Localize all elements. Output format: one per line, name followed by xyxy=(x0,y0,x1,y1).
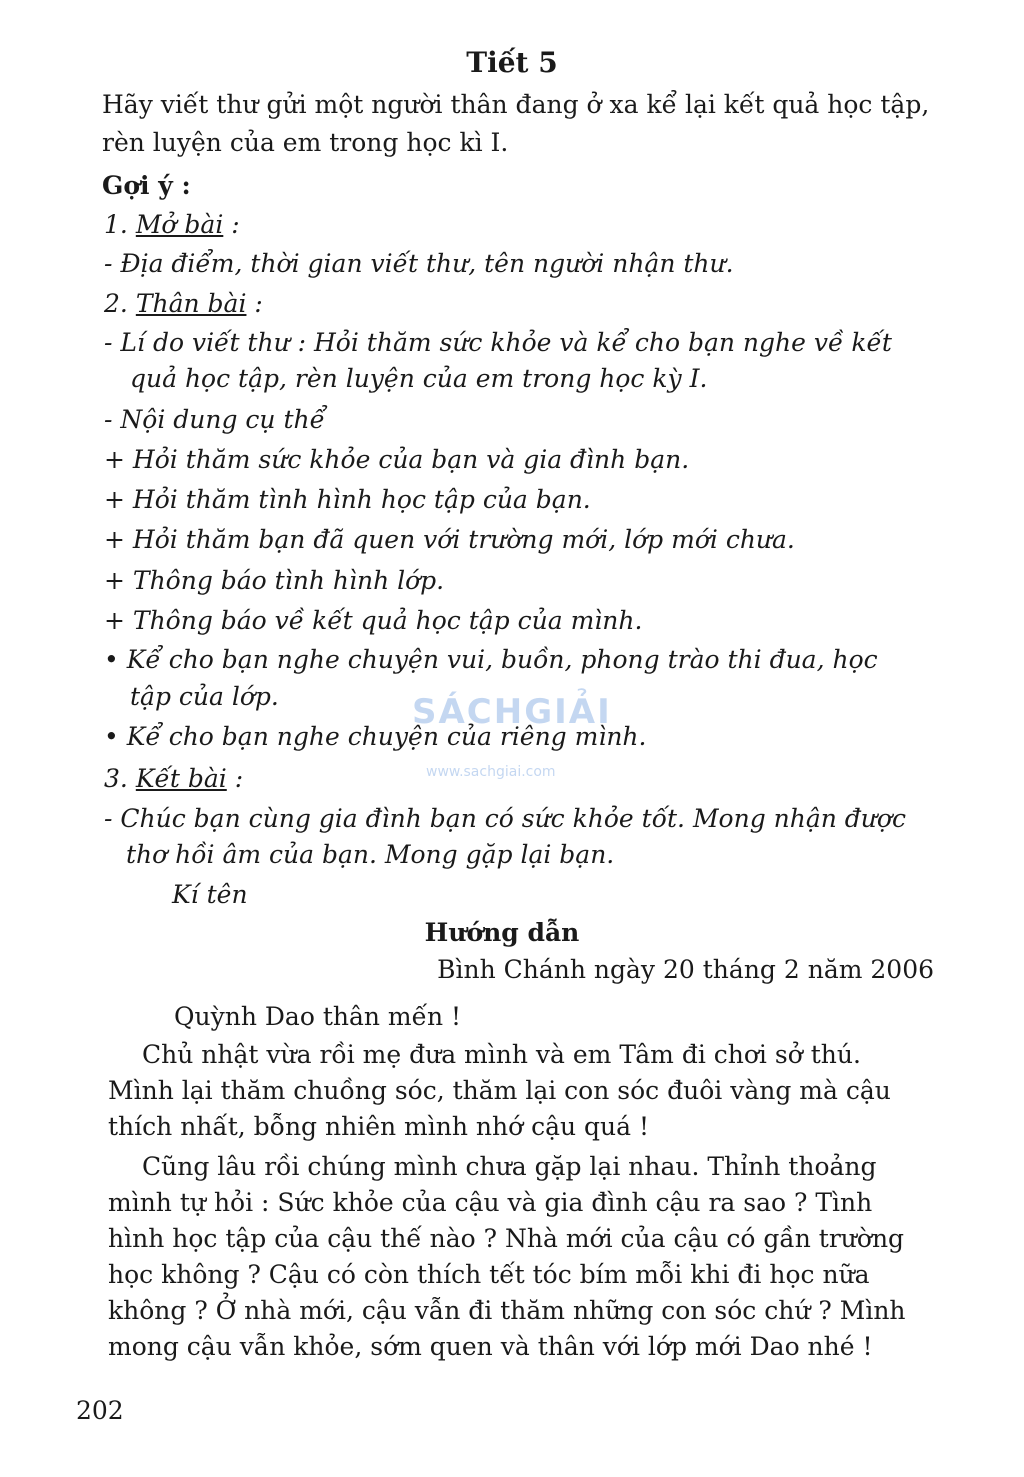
lesson-title: Tiết 5 xyxy=(466,46,558,79)
content-item-2: + Hỏi thăm tình hình học tập của bạn. xyxy=(104,485,591,514)
body-heading xyxy=(104,289,263,319)
content-item-4: + Thông báo tình hình lớp. xyxy=(104,566,445,595)
letter-p2-line-5: không ? Ở nhà mới, cậu vẫn đi thăm những con sóc chứ ? Mình xyxy=(108,1296,906,1325)
content-item-3: + Hỏi thăm bạn đã quen với trường mới, lớp mới chưa. xyxy=(104,525,795,554)
prompt-line-2: rèn luyện của em trong học kì I. xyxy=(102,128,509,157)
opening-item: - Địa điểm, thời gian viết thư, tên người nhận thư. xyxy=(104,249,734,278)
opening-heading xyxy=(104,210,240,240)
content-item-6-line-1: • Kể cho bạn nghe chuyện vui, buồn, phong trào thi đua, học xyxy=(104,645,878,674)
opening-colon: : xyxy=(223,210,240,239)
closing-number: 3. xyxy=(104,764,136,793)
content-item-1: + Hỏi thăm sức khỏe của bạn và gia đình bạn. xyxy=(104,445,690,474)
watermark-logo: SÁCHGIẢI xyxy=(412,692,612,732)
closing-label: Kết bài xyxy=(135,764,227,793)
opening-number: 1. xyxy=(104,210,136,239)
hint-label: Gợi ý : xyxy=(102,171,191,200)
page-number: 202 xyxy=(76,1396,124,1425)
content-item-7: • Kể cho bạn nghe chuyện của riêng mình. xyxy=(104,722,647,751)
reason-line-1: - Lí do viết thư : Hỏi thăm sức khỏe và kể cho bạn nghe về kết xyxy=(104,328,892,357)
prompt-line-1: Hãy viết thư gửi một người thân đang ở xa kể lại kết quả học tập, xyxy=(102,90,930,119)
letter-p2-line-1: Cũng lâu rồi chúng mình chưa gặp lại nhau. Thỉnh thoảng xyxy=(142,1152,877,1181)
content-item-6-line-2: tập của lớp. xyxy=(130,682,279,711)
closing-colon: : xyxy=(226,764,244,793)
letter-p1-line-2: Mình lại thăm chuồng sóc, thăm lại con sóc đuôi vàng mà cậu xyxy=(108,1076,891,1105)
letter-date: Bình Chánh ngày 20 tháng 2 năm 2006 xyxy=(437,955,934,984)
opening-label: Mở bài xyxy=(135,210,224,239)
closing-line-1: - Chúc bạn cùng gia đình bạn có sức khỏe tốt. Mong nhận được xyxy=(104,804,906,833)
closing-heading xyxy=(104,764,243,794)
body-label: Thân bài xyxy=(135,289,247,318)
reason-line-2: quả học tập, rèn luyện của em trong học kỳ I. xyxy=(130,364,708,393)
closing-line-2: thơ hồi âm của bạn. Mong gặp lại bạn. xyxy=(126,840,615,869)
content-item-5: + Thông báo về kết quả học tập của mình. xyxy=(104,606,643,635)
content-label: - Nội dung cụ thể xyxy=(104,405,325,434)
watermark-url: www.sachgiai.com xyxy=(426,764,556,780)
letter-p2-line-2: mình tự hỏi : Sức khỏe của cậu và gia đình cậu ra sao ? Tình xyxy=(108,1188,873,1217)
letter-p1-line-3: thích nhất, bỗng nhiên mình nhớ cậu quá ! xyxy=(108,1112,650,1141)
signature: Kí tên xyxy=(172,880,248,909)
letter-p2-line-4: học không ? Cậu có còn thích tết tóc bím mỗi khi đi học nữa xyxy=(108,1260,870,1289)
letter-p2-line-6: mong cậu vẫn khỏe, sớm quen và thân với lớp mới Dao nhé ! xyxy=(108,1332,873,1361)
body-number: 2. xyxy=(104,289,136,318)
letter-p2-line-3: hình học tập của cậu thế nào ? Nhà mới của cậu có gần trường xyxy=(108,1224,905,1253)
letter-greeting: Quỳnh Dao thân mến ! xyxy=(174,1002,462,1031)
guide-heading: Hướng dẫn xyxy=(424,918,580,947)
watermark xyxy=(412,692,612,782)
body-colon: : xyxy=(246,289,263,318)
letter-p1-line-1: Chủ nhật vừa rồi mẹ đưa mình và em Tâm đi chơi sở thú. xyxy=(142,1040,861,1069)
